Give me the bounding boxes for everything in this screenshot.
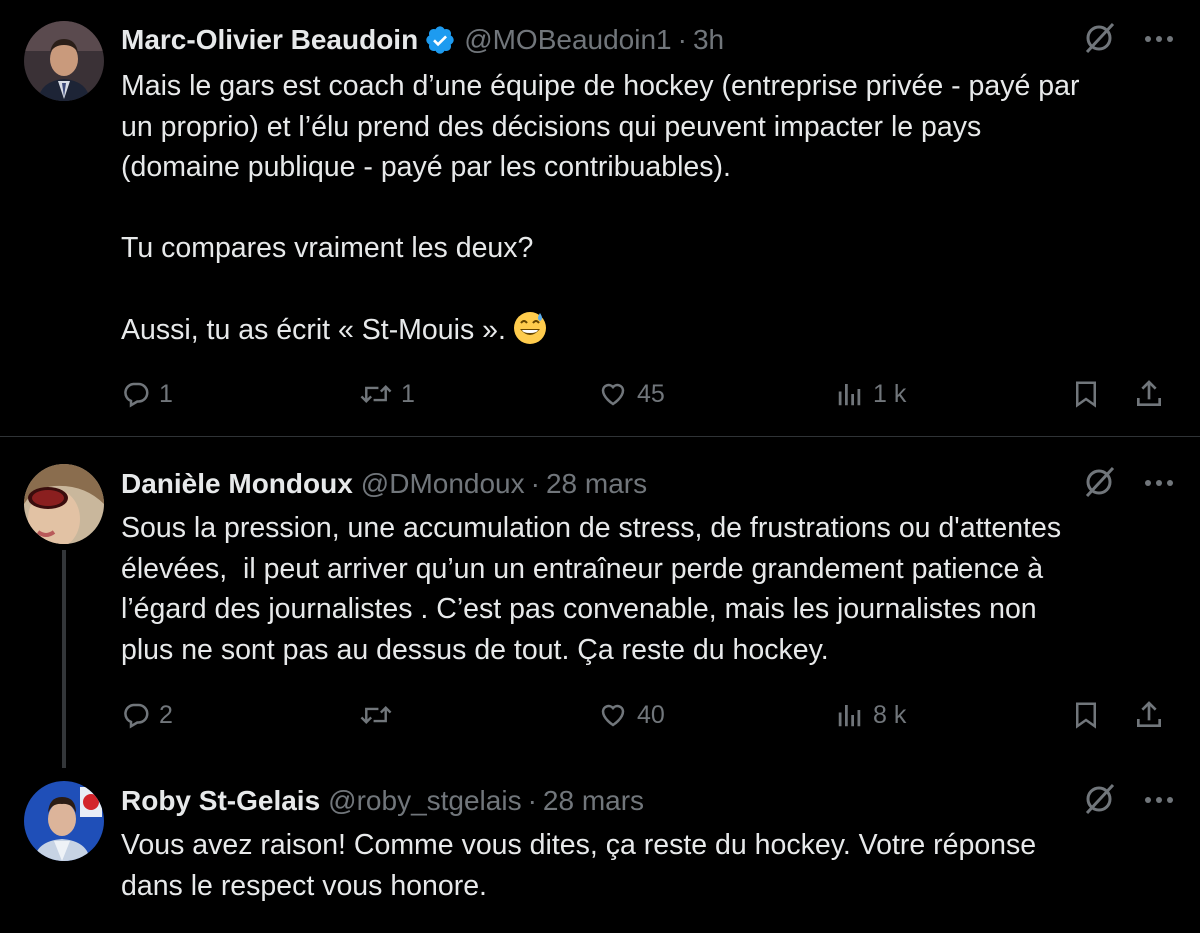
tweet-top-actions bbox=[1082, 466, 1174, 502]
text-line: l’égard des journalistes . C’est pas convenable, mais les journalistes non bbox=[121, 593, 1037, 625]
author-name[interactable]: Danièle Mondoux bbox=[121, 468, 353, 499]
tweet-header bbox=[121, 466, 647, 502]
reply-count: 1 bbox=[159, 379, 173, 408]
tweet-daniele[interactable] bbox=[0, 437, 1200, 767]
timestamp[interactable]: 28 mars bbox=[545, 468, 648, 499]
views-icon bbox=[835, 379, 865, 409]
views-icon bbox=[835, 700, 865, 730]
tweet-actions bbox=[121, 374, 1171, 414]
text-line: Sous la pression, une accumulation de stress, de frustrations ou d'attentes bbox=[121, 512, 1062, 544]
repost-button[interactable] bbox=[359, 379, 415, 409]
tweet-roby[interactable] bbox=[0, 768, 1200, 933]
more-icon[interactable] bbox=[1144, 31, 1174, 49]
repost-count: 1 bbox=[401, 379, 415, 408]
separator-dot: · bbox=[527, 785, 537, 816]
text-line bbox=[121, 269, 1181, 310]
like-icon bbox=[597, 379, 629, 409]
grinning-face-with-sweat-icon bbox=[512, 309, 548, 345]
text-line: Vous avez raison! Comme vous dites, ça reste du hockey. Votre réponse bbox=[121, 829, 1037, 861]
timestamp[interactable]: 3h bbox=[692, 24, 725, 55]
reply-icon bbox=[121, 700, 151, 730]
tweet-top-actions bbox=[1082, 783, 1174, 819]
text-line: plus ne sont pas au dessus de tout. Ça reste du hockey. bbox=[121, 633, 829, 666]
tweet-text bbox=[121, 508, 1181, 670]
tweet-text bbox=[121, 825, 1181, 906]
views-button[interactable] bbox=[835, 379, 906, 409]
text-line: dans le respect vous honore. bbox=[121, 869, 487, 902]
repost-button[interactable] bbox=[359, 700, 401, 730]
avatar[interactable] bbox=[24, 781, 104, 861]
reply-button[interactable] bbox=[121, 700, 173, 730]
grok-icon[interactable] bbox=[1082, 782, 1116, 821]
share-icon bbox=[1133, 378, 1165, 410]
grok-icon[interactable] bbox=[1082, 465, 1116, 504]
like-button[interactable] bbox=[597, 700, 665, 730]
text-line: Tu compares vraiment les deux? bbox=[121, 232, 534, 264]
share-button[interactable] bbox=[1133, 378, 1165, 410]
timestamp[interactable]: 28 mars bbox=[542, 785, 645, 816]
like-icon bbox=[597, 700, 629, 730]
separator-dot: · bbox=[530, 468, 540, 499]
share-icon bbox=[1133, 699, 1165, 731]
tweet-header bbox=[121, 783, 644, 819]
like-button[interactable] bbox=[597, 379, 665, 409]
tweet-marc-olivier[interactable] bbox=[0, 0, 1200, 436]
tweet-text bbox=[121, 66, 1181, 351]
text-line: Mais le gars est coach d’une équipe de hockey (entreprise privée - payé par bbox=[121, 70, 1080, 102]
like-count: 45 bbox=[637, 379, 665, 408]
views-count: 1 k bbox=[873, 379, 907, 408]
tweet-header bbox=[121, 22, 724, 58]
more-icon[interactable] bbox=[1144, 792, 1174, 810]
reply-button[interactable] bbox=[121, 379, 173, 409]
separator-dot: · bbox=[677, 24, 687, 55]
author-name[interactable]: Roby St-Gelais bbox=[121, 785, 321, 816]
bookmark-icon bbox=[1071, 699, 1101, 731]
author-handle[interactable]: @MOBeaudoin1 bbox=[464, 24, 672, 55]
repost-icon bbox=[359, 700, 393, 730]
like-count: 40 bbox=[637, 700, 665, 729]
tweet-actions bbox=[121, 695, 1171, 735]
bookmark-icon bbox=[1071, 378, 1101, 410]
views-count: 8 k bbox=[873, 700, 907, 729]
text-line: élevées, il peut arriver qu’un un entraîneur perde grandement patience à bbox=[121, 552, 1044, 585]
repost-icon bbox=[359, 379, 393, 409]
text-line: un proprio) et l’élu prend des décisions qui peuvent impacter le pays bbox=[121, 110, 982, 143]
more-icon[interactable] bbox=[1144, 475, 1174, 493]
reply-count: 2 bbox=[159, 700, 173, 729]
views-button[interactable] bbox=[835, 700, 906, 730]
text-line bbox=[121, 188, 1181, 229]
avatar[interactable] bbox=[24, 21, 104, 101]
thread-connector bbox=[62, 550, 66, 768]
share-button[interactable] bbox=[1133, 699, 1165, 731]
text-line-with-emoji bbox=[121, 309, 1181, 351]
author-handle[interactable]: @DMondoux bbox=[360, 468, 525, 499]
text-line: Aussi, tu as écrit « St-Mouis ». bbox=[121, 314, 506, 346]
grok-icon[interactable] bbox=[1082, 21, 1116, 60]
verified-badge-icon bbox=[424, 24, 456, 56]
author-name[interactable]: Marc-Olivier Beaudoin bbox=[121, 24, 419, 55]
author-handle[interactable]: @roby_stgelais bbox=[328, 785, 522, 816]
avatar[interactable] bbox=[24, 464, 104, 544]
text-line: (domaine publique - payé par les contribuables). bbox=[121, 151, 731, 183]
bookmark-button[interactable] bbox=[1071, 699, 1101, 731]
reply-icon bbox=[121, 379, 151, 409]
bookmark-button[interactable] bbox=[1071, 378, 1101, 410]
tweet-top-actions bbox=[1082, 22, 1174, 58]
